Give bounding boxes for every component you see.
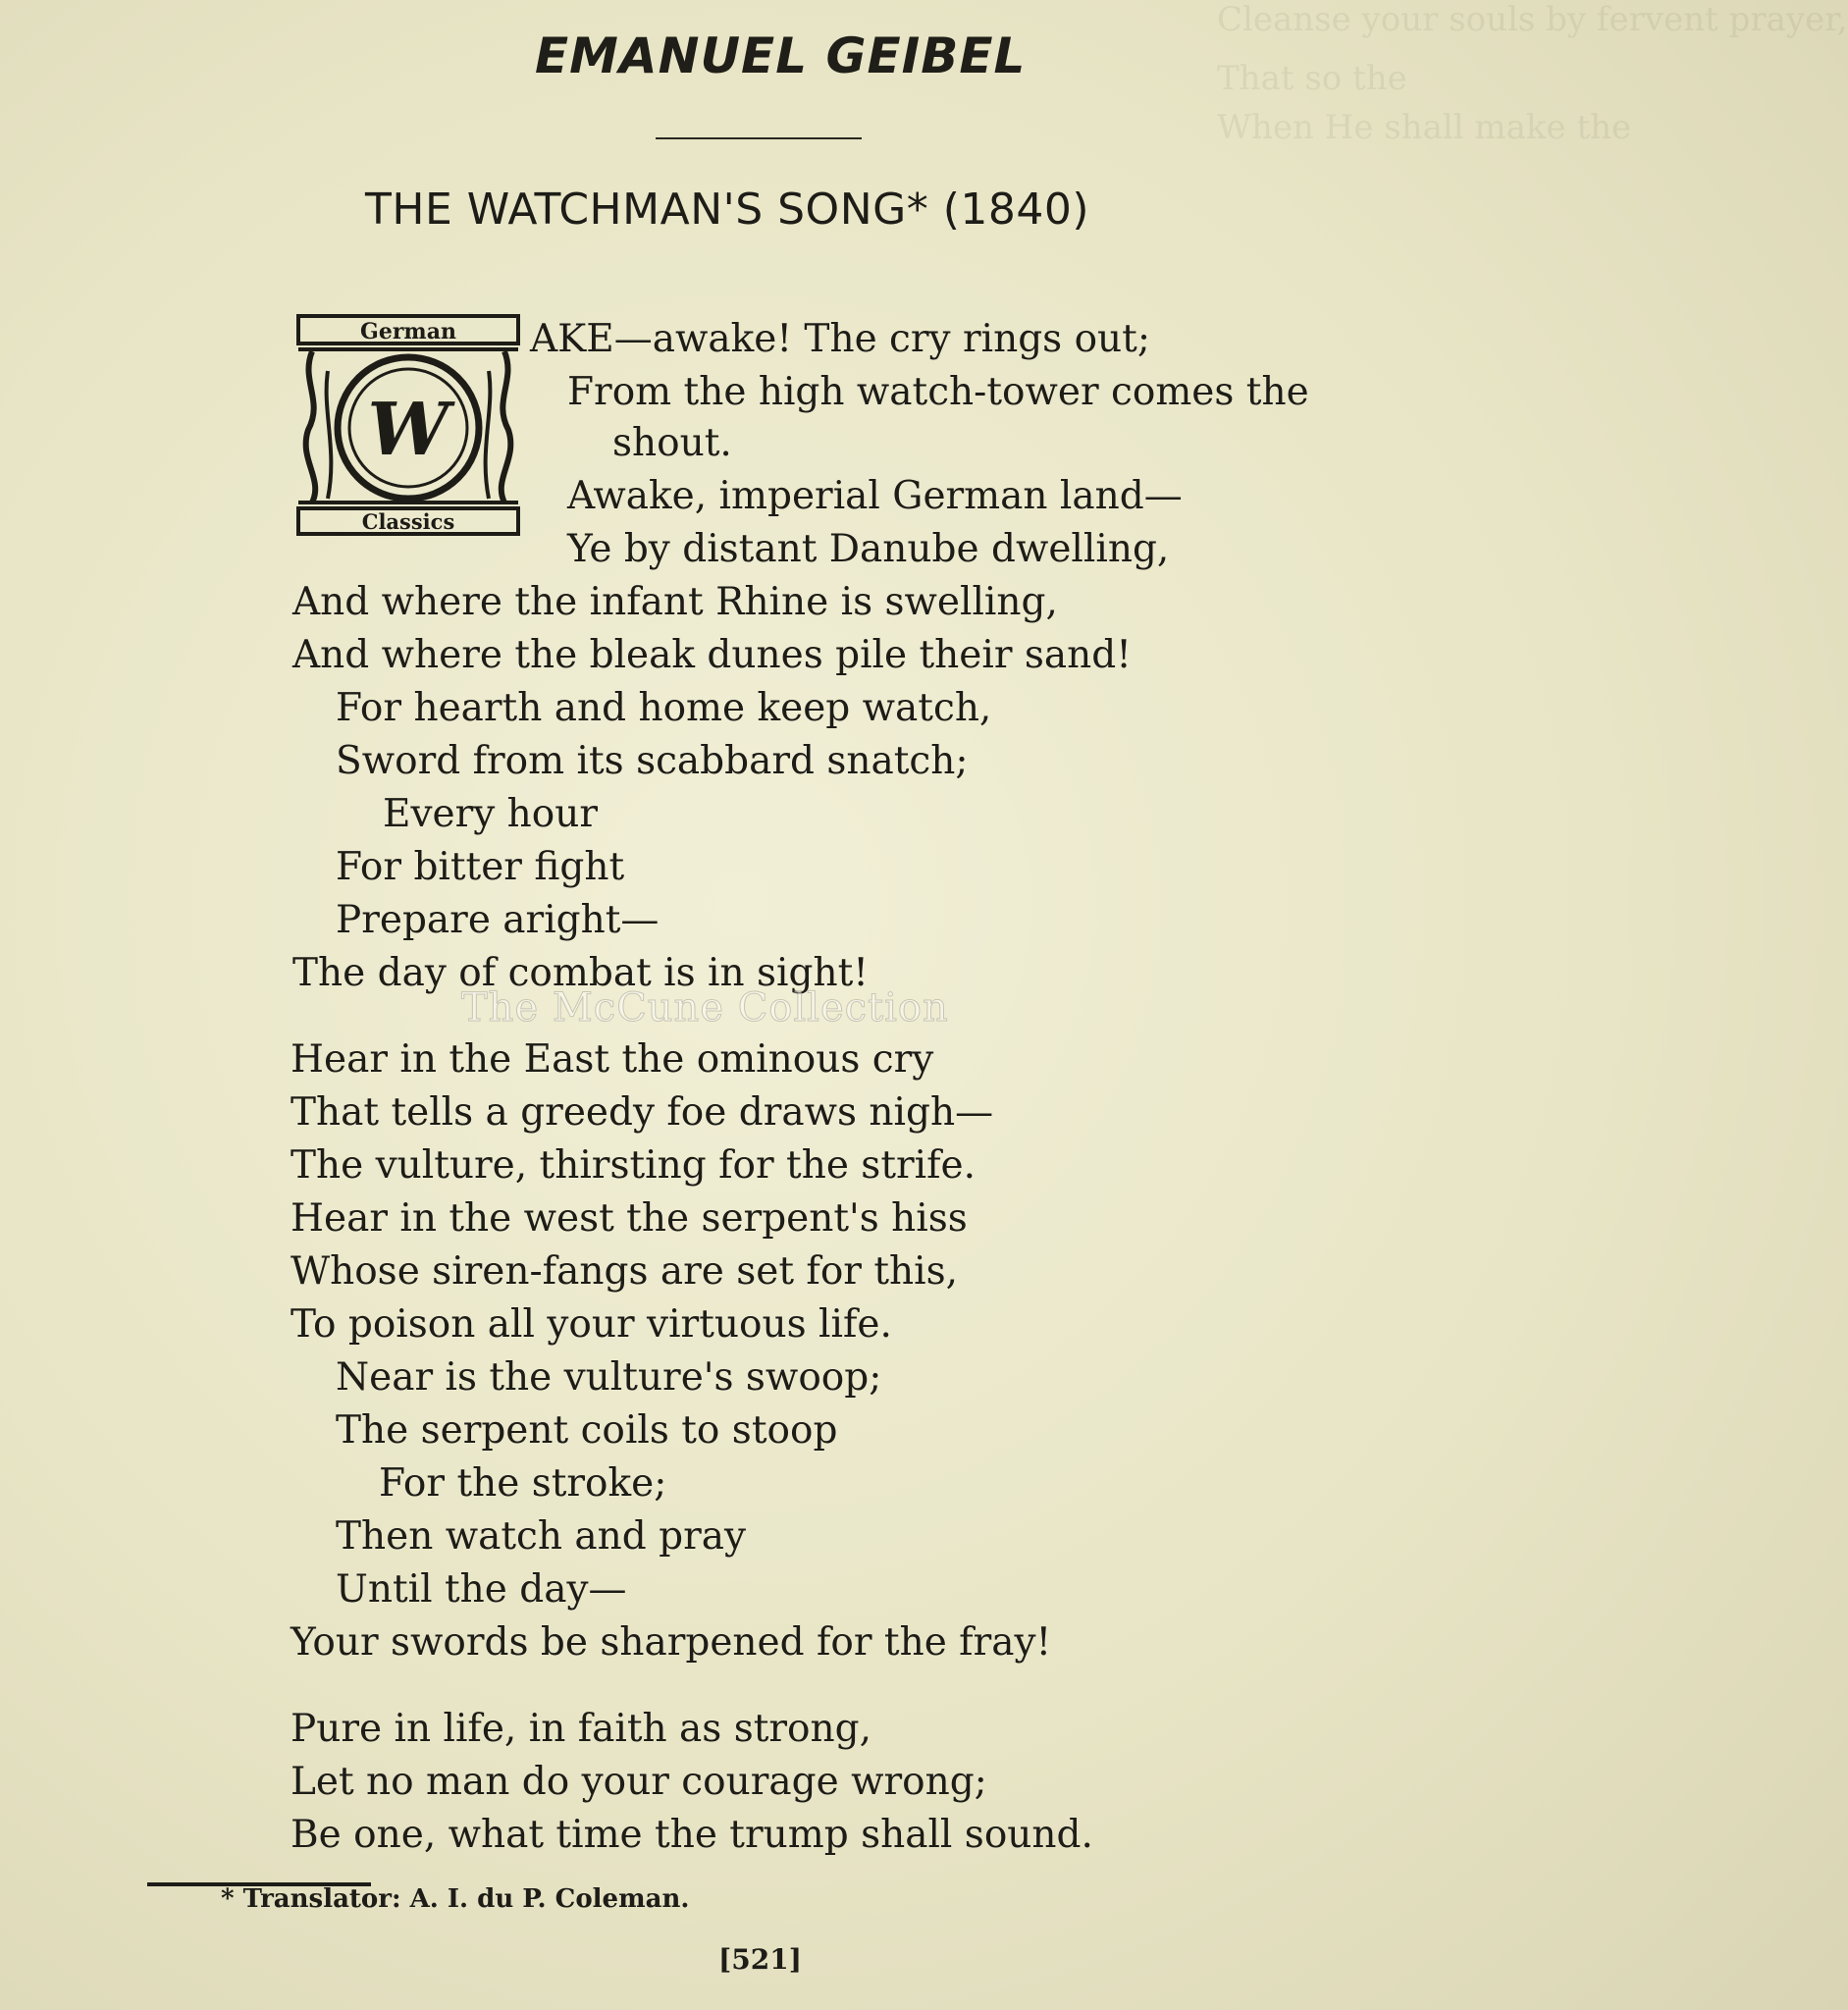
watermark-text: The McCune Collection	[461, 985, 949, 1031]
poem-line: Whose siren-fangs are set for this,	[290, 1249, 959, 1294]
title-rule	[656, 137, 862, 139]
poem-line: Let no man do your courage wrong;	[290, 1760, 987, 1804]
poem-line: Hear in the East the ominous cry	[290, 1037, 934, 1082]
poem-line: Your swords be sharpened for the fray!	[290, 1620, 1052, 1665]
translator-footnote: * Translator: A. I. du P. Coleman.	[221, 1884, 690, 1914]
poem-line: Until the day—	[336, 1567, 627, 1612]
author-heading: EMANUEL GEIBEL	[535, 27, 1027, 84]
poem-line: Pure in life, in faith as strong,	[290, 1707, 872, 1751]
poem-line: Sword from its scabbard snatch;	[336, 739, 969, 783]
dropcap-top-label: German	[360, 319, 456, 344]
poem-line: AKE—awake! The cry rings out;	[530, 317, 1150, 361]
poem-line: Ye by distant Danube dwelling,	[567, 527, 1170, 571]
poem-line: Near is the vulture's swoop;	[336, 1355, 882, 1400]
poem-line: From the high watch-tower comes the	[567, 370, 1309, 414]
poem-line: And where the bleak dunes pile their sand!	[292, 633, 1132, 677]
poem-line: For the stroke;	[379, 1461, 667, 1506]
poem-line: For bitter fight	[336, 845, 625, 889]
poem-line: The serpent coils to stoop	[336, 1408, 838, 1453]
page-number: [521]	[718, 1943, 802, 1976]
poem-line: Hear in the west the serpent's hiss	[290, 1196, 968, 1241]
poem-line: For hearth and home keep watch,	[336, 686, 992, 730]
poem-line: shout.	[612, 421, 732, 465]
poem-line: The day of combat is in sight!	[292, 951, 869, 995]
poem-line: Every hour	[383, 792, 599, 836]
poem-line: That tells a greedy foe draws nigh—	[290, 1090, 994, 1135]
poem-line: Awake, imperial German land—	[567, 474, 1183, 518]
poem-line: To poison all your virtuous life.	[290, 1302, 892, 1347]
poem-line: Prepare aright—	[336, 898, 660, 942]
dropcap-bottom-label: Classics	[361, 509, 455, 534]
poem-line: Be one, what time the trump shall sound.	[290, 1813, 1093, 1857]
poem-line: Then watch and pray	[336, 1514, 747, 1559]
poem-title: THE WATCHMAN'S SONG* (1840)	[365, 185, 1089, 235]
poem-line: The vulture, thirsting for the strife.	[290, 1143, 977, 1188]
poem-line: And where the infant Rhine is swelling,	[292, 580, 1058, 624]
book-page: Cleanse your souls by fervent prayer, That so the When He shall make the EMANUEL GEIBEL THE WATCHMAN'S SONG* (1840) German W Classics AKE—awake! The cry rings out; From the high watch-tower comes the shout. Awake, imperial German land— Ye by distant Danube dwelling, And where the infant Rhine is swelling, And where the bleak dunes pile their sand! For hearth and home keep watch, Sword from its scabbard snatch; Every hour For bitter fight Prepare aright— The day of combat is in sight! Hear in the East the ominous cry That tells a greedy foe draws nigh— The vulture, thirsting for the strife. Hear in the west the serpent's hiss Whose siren-fangs are set for this, To poison all your virtuous life. Near is the vulture's swoop; The serpent coils to stoop For the stroke; Then watch and pray Until the day— Your swords be sharpened for the fray! Pure in life, in faith as strong, Let no man do your courage wrong; Be one, what time the trump shall sound. The McCune Collection * Translator: A. I. du P. Coleman. [521]	[0, 0, 1507, 2010]
dropcap-ornament	[294, 312, 522, 538]
dropcap-letter: W	[367, 388, 449, 472]
